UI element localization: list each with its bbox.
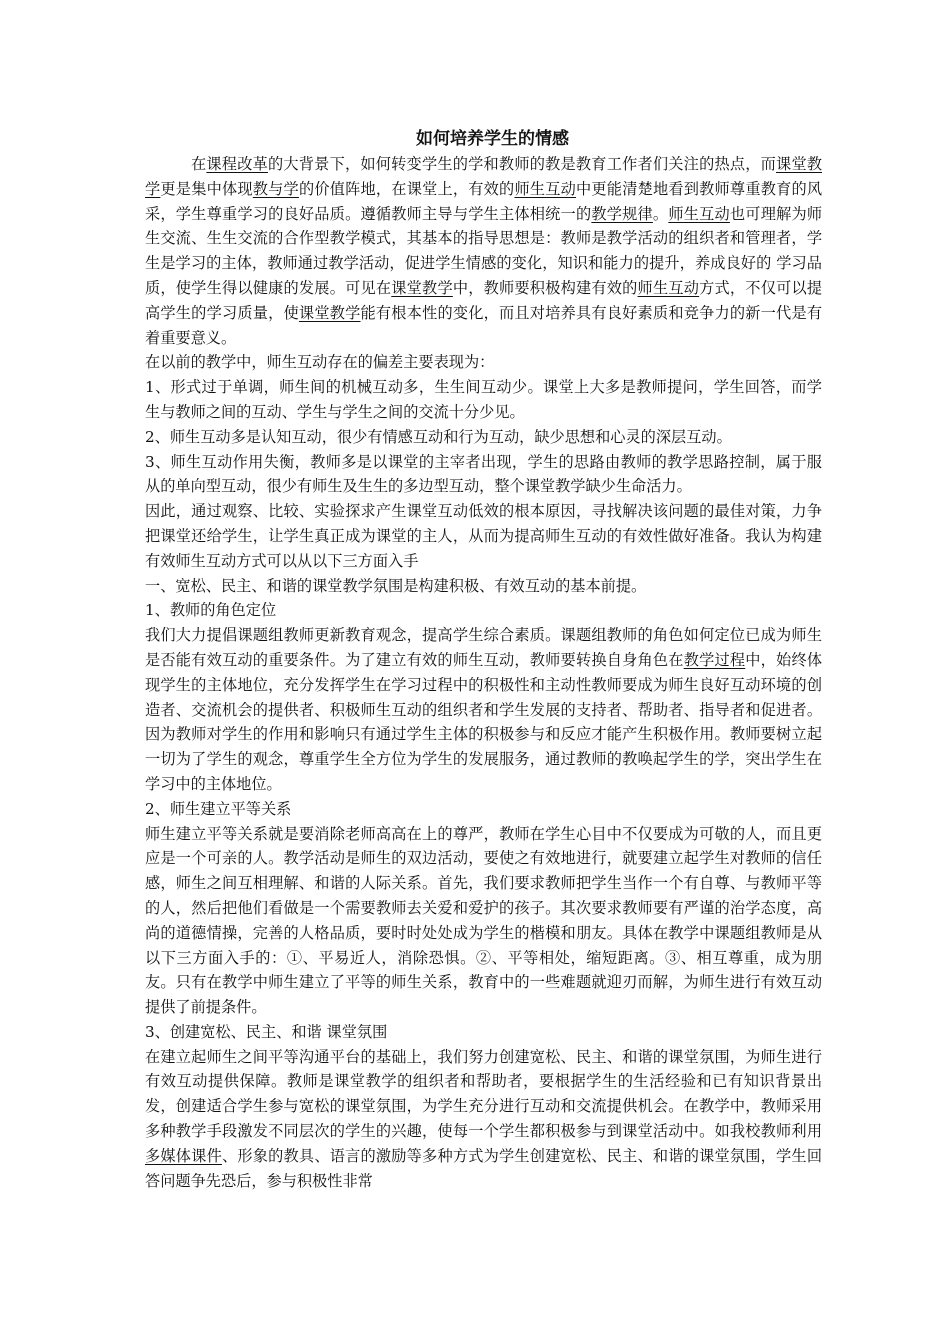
bias-point-2: 2、师生互动多是认知互动，很少有情感互动和行为互动，缺少思想和心灵的深层互动。: [145, 427, 732, 446]
underlined-term: 师生互动: [514, 179, 577, 198]
approach-paragraph: 因此，通过观察、比较、实验探求产生课堂互动低效的根本原因，寻找解决该问题的最佳对策，力争把课堂还给学生，让学生真正成为课堂的主人，从而为提高师生互动的有效性做好准备。我认为构建有效师生互动方式可以从以下三方面入手: [145, 502, 822, 570]
classroom-climate-paragraph: [145, 1045, 822, 1194]
text-run: 中更能清楚地看到教师尊重教育的风采，学生尊重学习的良好品质。遵循教师主导与学生主体相统一的: [145, 179, 823, 223]
subheading-classroom-climate: 3、创建宽松、民主、和谐 课堂氛围: [145, 1022, 388, 1041]
bias-point-3: 3、师生互动作用失衡，教师多是以课堂的主宰者出现，学生的思路由教师的教学思路控制，属于服从的单向型互动，很少有师生及生生的多边型互动，整个课堂教学缺少生命活力。: [145, 452, 822, 496]
text-run: 能有根本性的变化，而且对培养具有良好素质和竞争力的新一代是有着重要意义。: [145, 303, 823, 347]
underlined-term: 课堂教学: [391, 278, 453, 297]
text-run: 我们大力提倡课题组教师更新教育观念，提高学生综合素质。课题组教师的角色如何定位已成为师生是否能有效互动的重要条件。为了建立有效的师生互动，教师要转换自身角色在: [145, 626, 822, 669]
text-run: 也可理解为师生交流、生生交流的合作型教学模式，其基本的指导思想是：教师是教学活动的组织者和管理者，学生是学习的主体，教师通过教学活动，促进学生情感的变化，知识和能力的提升，养成良好的 学习品质，使学生得以健康的发展。可见在: [145, 204, 823, 297]
underlined-term: 教学规律: [591, 204, 653, 223]
text-run: 方式，不仅可以提高学生的学习质量，使: [145, 278, 823, 322]
intro-paragraph: [145, 152, 822, 350]
text-run: 中，教师要积极构建有效的: [452, 278, 638, 297]
teacher-role-paragraph: [145, 623, 822, 797]
text-run: 。: [652, 204, 669, 223]
underlined-term: 教与学: [252, 179, 299, 198]
text-run: 在: [191, 155, 207, 173]
bias-point-1: 1、形式过于单调，师生间的机械互动多，生生间互动少。课堂上大多是教师提问，学生回答，而学生与教师之间的互动、学生与学生之间的交流十分少见。: [145, 378, 822, 421]
equal-relationship-paragraph: 师生建立平等关系就是要消除老师高高在上的尊严，教师在学生心目中不仅要成为可敬的人，而且更应是一个可亲的人。教学活动是师生的双边活动，要使之有效地进行，就要建立起学生对教师的信任感，师生之间互相理解、和谐的人际关系。首先，我们要求教师把学生当作一个有自尊、与教师平等的人，然后把他们看做是一个需要教师去关爱和爱护的孩子。其次要求教师要有严谨的治学态度，高尚的道德情操，完善的人格品质，要时时处处成为学生的楷模和朋友。具体在教学中课题组教师是从以下三方面入手的：①、平易近人，消除恐惧。②、平等相处，缩短距离。③、相互尊重，成为朋友。只有在教学中师生建立了平等的师生关系，教育中的一些难题就迎刃而解，为师生进行有效互动提供了前提条件。: [145, 824, 822, 1017]
underlined-term: 教学过程: [683, 650, 746, 669]
underlined-term: 课堂教学: [298, 303, 361, 322]
underlined-term: 师生互动: [637, 278, 700, 297]
underlined-term: 课堂教学: [145, 155, 823, 198]
text-run: 、形象的教具、语言的激励等多种方式为学生创建宽松、民主、和谐的课堂氛围，学生回答问题争先恐后，参与积极性非常: [145, 1146, 823, 1190]
section-heading-1: 一、宽松、民主、和谐的课堂教学氛围是构建积极、有效互动的基本前提。: [145, 576, 647, 595]
text-run: 的价值阵地，在课堂上，有效的: [298, 179, 515, 198]
text-run: 在建立起师生之间平等沟通平台的基础上，我们努力创建宽松、民主、和谐的课堂氛围，为师生进行有效互动提供保障。教师是课堂教学的组织者和帮助者，要根据学生的生活经验和已有知识背景出发，创建适合学生参与宽松的课堂氛围，为学生充分进行互动和交流提供机会。在教学中，教师采用多种教学手段激发不同层次的学生的兴趣，使每一个学生都积极参与到课堂活动中。如我校教师利用: [145, 1047, 822, 1141]
text-run: 更是集中体现: [160, 179, 253, 198]
underlined-term: 课程改革: [206, 155, 268, 173]
underlined-term: 多媒体课件: [145, 1146, 222, 1165]
subheading-teacher-role: 1、教师的角色定位: [145, 601, 277, 620]
text-run: 中，始终体现学生的主体地位，充分发挥学生在学习过程中的积极性和主动性教师要成为师生良好互动环境的创造者、交流机会的提供者、积极师生互动的组织者和学生发展的支持者、帮助者、指导者和促进者。因为教师对学生的作用和影响只有通过学生主体的积极参与和反应才能产生积极作用。教师要树立起一切为了学生的观念，尊重学生全方位为学生的发展服务，通过教师的教唤起学生的学，突出学生在学习中的主体地位。: [145, 650, 823, 793]
underlined-term: 师生互动: [668, 204, 730, 223]
document-title: 如何培养学生的情感: [416, 129, 569, 149]
subheading-equal-relationship: 2、师生建立平等关系: [145, 799, 292, 818]
bias-intro-paragraph: 在以前的教学中，师生互动存在的偏差主要表现为：: [145, 353, 495, 372]
text-run: 的大背景下，如何转变学生的学和教师的教是教育工作者们关注的热点，而: [268, 155, 777, 173]
